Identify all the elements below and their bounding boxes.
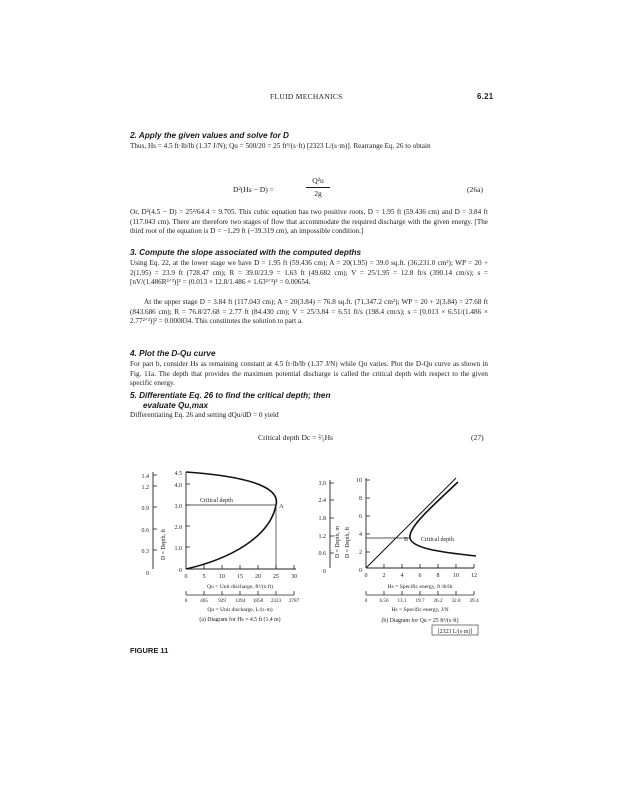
equation-26a-denominator: 2g [314, 189, 322, 198]
x-tick-label: 4 [400, 573, 404, 579]
d-qu-curve [186, 472, 276, 569]
equation-27-tag: (27) [471, 433, 484, 442]
page-number: 6.21 [477, 92, 494, 101]
m-tick-label: 1.2 [318, 534, 326, 540]
x-tick-label: 5 [202, 574, 206, 580]
x-tick-label: 8 [436, 573, 440, 579]
si-tick-label: 6.56 [379, 598, 389, 604]
step-2-paragraph: Thus, Hs = 4.5 ft·lb/lb (1.37 J/N); Qu = 500/20 = 25 ft³/(s·ft) [2323 L/(s·m)]. Rearrange Eq. 26 to obtain [130, 142, 431, 150]
m-tick-label: 0.6 [141, 528, 149, 534]
ft-tick-label: 4 [359, 532, 362, 538]
x-tick-label: 0 [364, 573, 368, 579]
si-axis-label: Hs = Specific energy, J/N [391, 607, 449, 613]
equation-27: Critical depth Dc = ²⁄₃Hs [258, 433, 334, 442]
si-tick-label: 0 [184, 598, 188, 604]
ft-tick-label: 3.0 [174, 504, 182, 510]
step-5-heading-line2: evaluate Qu,max [143, 401, 209, 410]
m-tick-label: 1.4 [141, 474, 149, 480]
m-tick-label: 1.8 [318, 516, 326, 522]
m-tick-label: 2.4 [318, 498, 326, 504]
step-3-paragraph-lower-stage: Using Eq. 22, at the lower stage we have D = 1.95 ft (59.436 cm); A = 20(1.95) = 39.0 sq.ft. (36,231.0 cm²); WP = 20 + 2(1.95) = 23.9 ft (728.47 cm); R = 39.0/23.9 = 1.63 ft (49.682 cm); V = 25/1.95 = 12.8 ft/s (390.14 cm/s); s = [nV/(1.486R²ᐟ³)]² = (0.013 × 12.8/1.486 × 1.63²ᐟ³)² = 0.00654. [130, 259, 488, 287]
ft-tick-label: 0 [359, 568, 362, 574]
step-5-heading-line1: 5. Differentiate Eq. 26 to find the critical depth; then [130, 391, 331, 400]
x-tick-label: 10 [453, 573, 459, 579]
m-tick-label: 0.3 [141, 549, 149, 555]
step-3-paragraph-upper-stage: At the upper stage D = 3.84 ft (117.043 cm); A = 20(3.84) = 76.8 sq.ft. (71,347.2 cm²); WP = 20 + 2(3.84) = 27.68 ft (843.686 cm); R = 76.8/27.68 = 2.77 ft (84.430 cm); V = 25/3.84 = 6.51 ft/s (198.4 cm/s); s = [0.013 × 6.51/(1.486 × 2.77²ᐟ³)]² = 0.000834. This constitutes the solution to part a. [130, 298, 488, 326]
critical-depth-label: Critical depth [421, 537, 454, 543]
x-tick-label: 25 [273, 574, 279, 580]
x-tick-label: 0 [184, 574, 188, 580]
x-tick-label: 10 [219, 574, 225, 580]
ft-tick-label: 1.0 [174, 546, 182, 552]
si-tick-label: 19.7 [415, 598, 425, 604]
x-axis-label: Hs = Specific energy, ft·lb/lb [387, 584, 453, 590]
ft-tick-label: 0 [179, 568, 182, 574]
si-tick-label: 39.4 [469, 598, 479, 604]
y-axis-label-m: D = Depth, m [335, 526, 341, 558]
fraction-bar [306, 187, 330, 188]
ft-tick-label: 6 [359, 514, 362, 520]
figure-11b-depth-vs-energy [308, 470, 488, 642]
cubic-roots-paragraph: Or, D²(4.5 − D) = 25²/64.4 = 9.705. This cubic equation has two positive roots, D = 1.95 ft (59.436 cm) and D = 3.84 ft (117.043 cm). There are therefore two stages of flow that accommodate the required discharge with the given energy. [The third root of the equation is D = −1.29 ft (−39.319 cm), an impossible condition.] [130, 208, 488, 236]
ft-tick-label: 4.5 [174, 471, 182, 477]
step-2-heading: 2. Apply the given values and solve for D [130, 131, 289, 140]
si-tick-label: 32.8 [451, 598, 461, 604]
figure-11a-depth-vs-discharge [130, 462, 310, 622]
si-axis-label: Qu = Unit discharge, L/(s·m) [207, 607, 273, 613]
equation-26a-numerator: Q²u [312, 176, 324, 185]
si-tick-label: 1858 [252, 598, 264, 604]
x-tick-label: 6 [418, 573, 422, 579]
figure-label: FIGURE 11 [130, 646, 169, 655]
si-tick-label: 0 [364, 598, 368, 604]
x-tick-label: 20 [255, 574, 261, 580]
step-4-paragraph: For part b, consider Hs as remaining constant at 4.5 ft·lb/lb (1.37 J/N) while Qu varies. Plot the D-Qu curve as shown in Fig. 11a. The depth that provides the maximum potential discharge is called the critical depth with respect to the given specific energy. [130, 360, 488, 388]
ft-tick-label: 10 [356, 478, 362, 484]
x-axis-label: Qu = Unit discharge, ft³/(s·ft) [206, 584, 274, 590]
equation-26a-tag: (26a) [467, 185, 484, 194]
si-tick-label: 929 [218, 598, 226, 604]
y-axis-label-ft: D = Depth, ft [345, 527, 351, 558]
x-tick-label: 15 [237, 574, 243, 580]
si-tick-label: 13.1 [397, 598, 407, 604]
ft-tick-label: 8 [359, 496, 362, 502]
figure-11b-caption-line1: (b) Diagram for Qu = 25 ft³/(s·ft) [381, 618, 459, 624]
si-tick-label: 1394 [234, 598, 246, 604]
step-5-paragraph: Differentiating Eq. 26 and setting dQu/dD = 0 yield [130, 411, 279, 419]
ft-tick-label: 4.0 [174, 483, 182, 489]
figure-11a-caption: (a) Diagram for Hs = 4.5 ft (1.4 m) [199, 617, 281, 622]
critical-depth-label: Critical depth [200, 498, 233, 504]
specific-energy-curve [410, 482, 476, 556]
x-tick-label: 30 [291, 574, 297, 580]
step-4-heading: 4. Plot the D-Qu curve [130, 349, 216, 358]
m-tick-label: 0.9 [141, 506, 149, 512]
ft-tick-label: 2 [359, 550, 362, 556]
x-tick-label: 12 [471, 573, 477, 579]
d-equals-hs-line [366, 478, 456, 568]
si-tick-label: 465 [200, 598, 208, 604]
x-tick-label: 2 [382, 573, 386, 579]
step-3-heading: 3. Compute the slope associated with the computed depths [130, 248, 362, 257]
m-tick-label: 0.6 [318, 551, 326, 557]
ft-tick-label: 2.0 [174, 525, 182, 531]
si-tick-label: 2787 [288, 598, 300, 604]
m-tick-label: 3.0 [318, 481, 326, 487]
m-tick-label: 0 [323, 569, 326, 575]
si-tick-label: 26.2 [433, 598, 443, 604]
figure-11b-caption-line2: [2323 L/(s·m)] [437, 629, 473, 635]
m-tick-label: 1.2 [141, 485, 149, 491]
y-axis-label: D = Depth, ft [161, 529, 167, 560]
running-header: FLUID MECHANICS [270, 92, 343, 101]
si-tick-label: 2323 [270, 598, 282, 604]
m-tick-label: 0 [146, 571, 149, 577]
point-b-label: B [404, 537, 409, 543]
point-a-label: A [279, 503, 284, 510]
equation-26a-lhs: D²(Hs − D) = [233, 185, 275, 194]
